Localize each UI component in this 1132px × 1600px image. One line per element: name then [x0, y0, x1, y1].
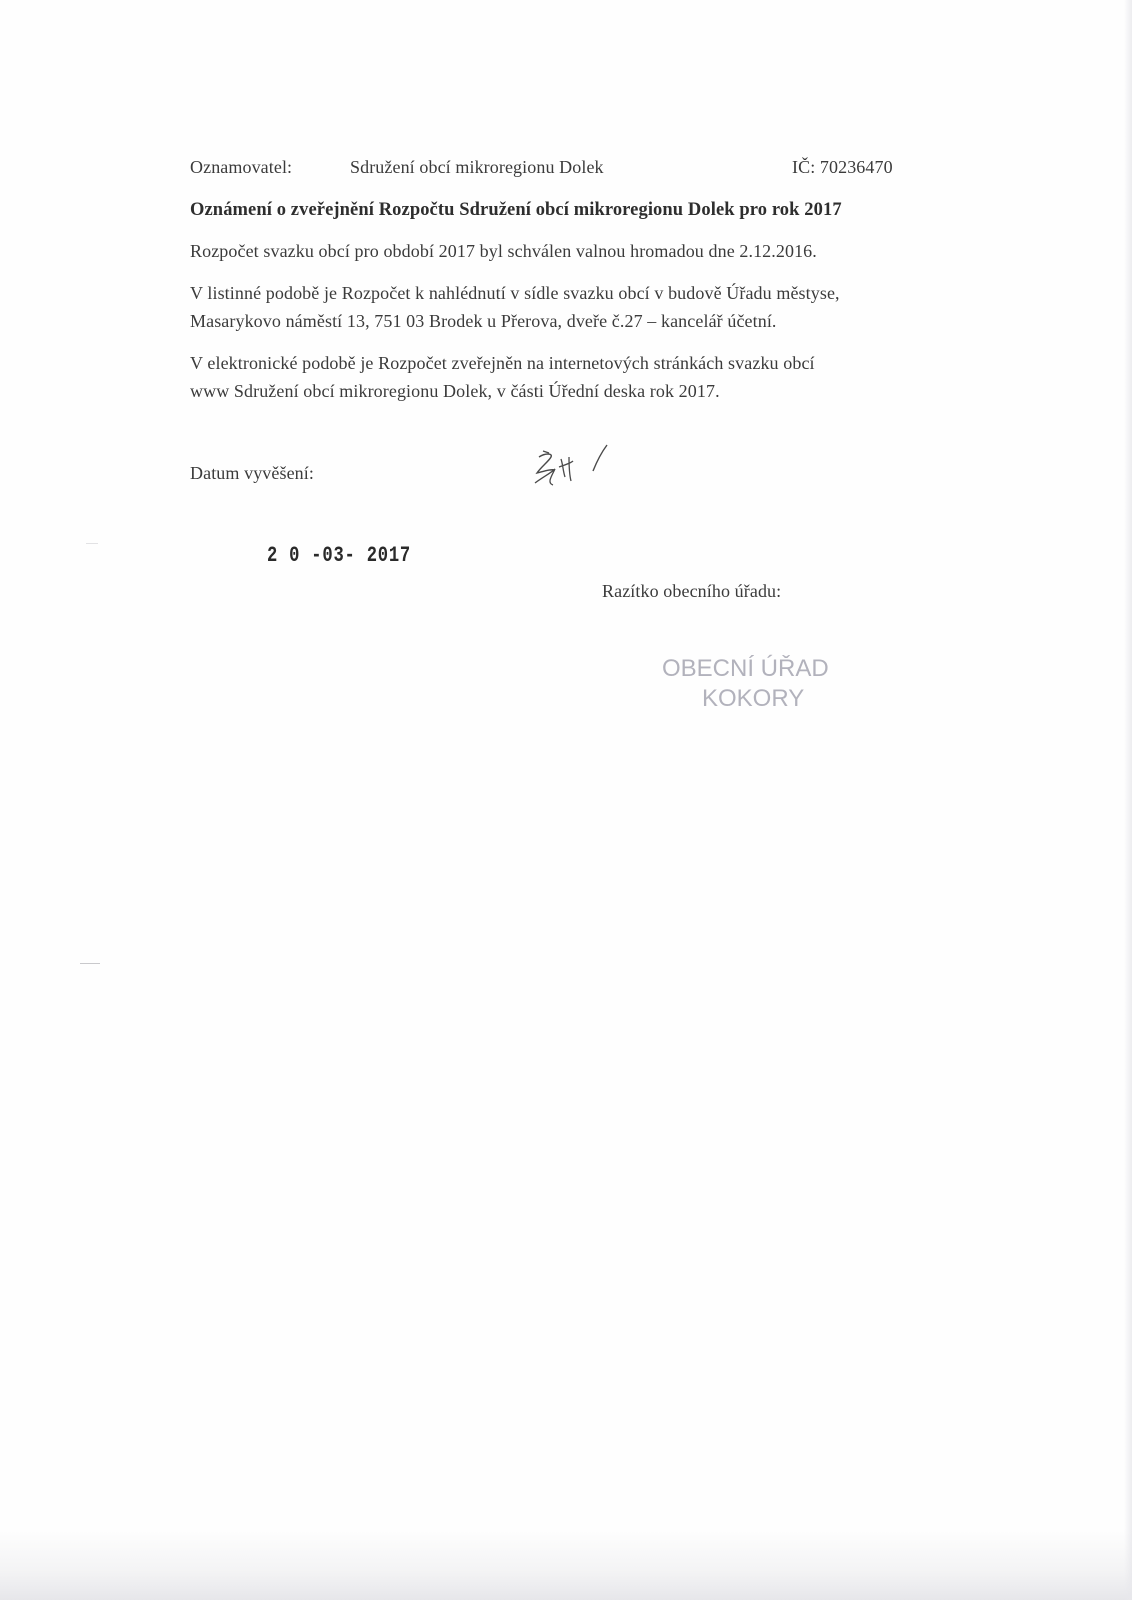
document-title: Oznámení o zveřejnění Rozpočtu Sdružení obcí mikroregionu Dolek pro rok 2017: [190, 200, 842, 220]
scan-edge-right: [1124, 0, 1132, 1600]
paper-paragraph-line-2: Masarykovo náměstí 13, 751 03 Brodek u Přerova, dveře č.27 – kancelář účetní.: [190, 311, 777, 331]
office-stamp: [662, 654, 882, 714]
office-stamp-line-1: OBECNÍ ÚŘAD: [662, 655, 829, 682]
approval-paragraph: Rozpočet svazku obcí pro období 2017 byl schválen valnou hromadou dne 2.12.2016.: [190, 241, 817, 261]
posting-date-label: Datum vyvěšení:: [190, 463, 314, 483]
electronic-paragraph-line-1: V elektronické podobě je Rozpočet zveřejněn na internetových stránkách svazku obcí: [190, 353, 815, 373]
scan-edge-bottom: [0, 1530, 1132, 1600]
posting-date-stamp: 2 0 -03- 2017: [267, 543, 412, 568]
signature: [525, 443, 615, 503]
scan-mark: [80, 963, 100, 964]
announcer-name: Sdružení obcí mikroregionu Dolek: [350, 157, 604, 177]
ic-number: IČ: 70236470: [792, 157, 893, 177]
scan-mark: [86, 543, 98, 544]
announcer-label: Oznamovatel:: [190, 157, 293, 177]
paper-paragraph-line-1: V listinné podobě je Rozpočet k nahlédnutí v sídle svazku obcí v budově Úřadu městyse,: [190, 283, 840, 303]
office-stamp-label: Razítko obecního úřadu:: [602, 581, 782, 601]
office-stamp-line-2: KOKORY: [702, 685, 805, 712]
electronic-paragraph-line-2: www Sdružení obcí mikroregionu Dolek, v části Úřední deska rok 2017.: [190, 381, 720, 401]
